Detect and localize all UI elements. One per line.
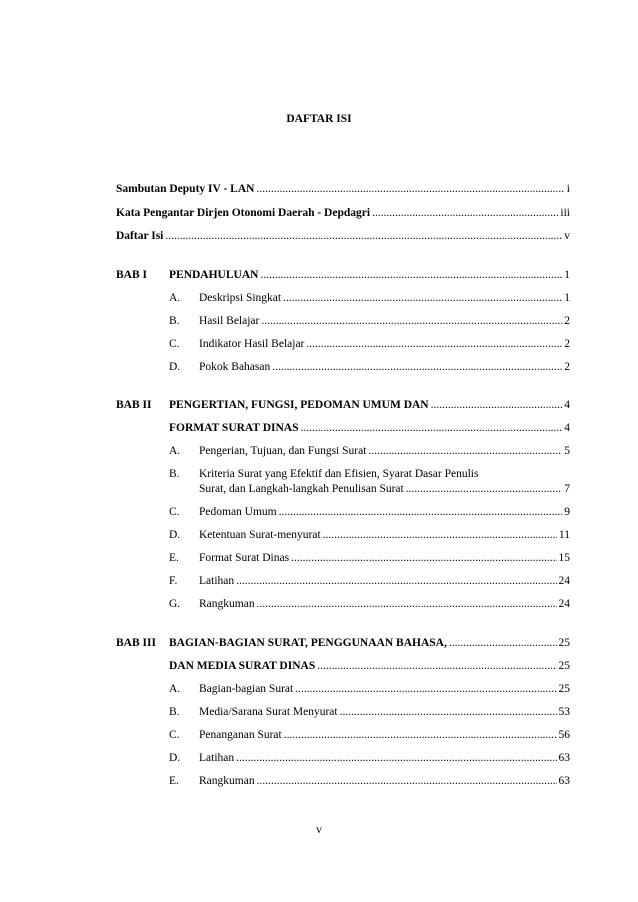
toc-page-number: 2 <box>564 315 570 327</box>
toc-entry[interactable] <box>116 551 570 565</box>
toc-page-number: 9 <box>564 506 570 518</box>
toc-page-number: 25 <box>558 683 570 695</box>
toc-chapter-bab3[interactable] <box>116 636 570 650</box>
toc-chapter-bab2[interactable] <box>116 398 570 412</box>
toc-page-number: 4 <box>564 399 570 411</box>
leader-dots <box>431 398 563 412</box>
toc-entry[interactable] <box>116 337 570 351</box>
leader-dots <box>283 291 562 305</box>
toc-entry[interactable] <box>116 528 570 542</box>
toc-entry-text: Pokok Bahasan <box>199 361 271 373</box>
leader-dots <box>236 574 556 588</box>
toc-page-number: 63 <box>558 752 570 764</box>
leader-dots <box>291 551 556 565</box>
entry-letter: D. <box>169 752 181 764</box>
toc-entry-text: Bagian-bagian Surat <box>199 683 294 695</box>
entry-letter: A. <box>169 445 181 457</box>
toc-entry-text: Pengerian, Tujuan, dan Fungsi Surat <box>199 445 367 457</box>
toc-entry[interactable] <box>116 774 570 788</box>
leader-dots <box>272 360 562 374</box>
toc-entry-text: Latihan <box>199 575 235 587</box>
toc-entry-text: Kata Pengantar Dirjen Otonomi Daerah - Depdagri <box>116 207 371 219</box>
toc-entry[interactable] <box>116 291 570 305</box>
toc-entry[interactable] <box>116 444 570 458</box>
leader-dots <box>257 774 557 788</box>
leader-dots <box>284 728 557 742</box>
toc-entry[interactable] <box>116 360 570 374</box>
chapter-title: PENGERTIAN, FUNGSI, PEDOMAN UMUM DAN <box>169 399 429 411</box>
entry-letter: F. <box>169 575 178 587</box>
leader-dots <box>340 705 557 719</box>
toc-page-number: 15 <box>558 552 570 564</box>
toc-page-number: 2 <box>564 361 570 373</box>
leader-dots <box>260 268 562 282</box>
leader-dots <box>279 505 563 519</box>
toc-page-number: 1 <box>564 292 570 304</box>
toc-page-number: 24 <box>558 598 570 610</box>
toc-page-number: 11 <box>558 529 570 541</box>
toc-entry-text: Surat, dan Langkah-langkah Penulisan Surat <box>199 483 404 495</box>
toc-entry-text: Ketentuan Surat-menyurat <box>199 529 321 541</box>
entry-letter: E. <box>169 775 179 787</box>
leader-dots <box>406 482 563 496</box>
entry-letter: B. <box>169 468 180 480</box>
chapter-number: BAB III <box>116 637 156 649</box>
chapter-number: BAB II <box>116 399 152 411</box>
toc-entry-text: Kriteria Surat yang Efektif dan Efisien, Syarat Dasar Penulis <box>199 468 479 480</box>
toc-page-number: 53 <box>558 706 570 718</box>
toc-entry-text: Penanganan Surat <box>199 729 282 741</box>
entry-letter: B. <box>169 706 180 718</box>
toc-entry[interactable] <box>116 597 570 611</box>
chapter-number: BAB I <box>116 269 147 281</box>
entry-letter: C. <box>169 338 180 350</box>
page-number-footer: v <box>316 824 322 836</box>
toc-entry[interactable] <box>116 314 570 328</box>
leader-dots <box>257 597 557 611</box>
chapter-title: DAN MEDIA SURAT DINAS <box>169 660 316 672</box>
entry-letter: A. <box>169 292 181 304</box>
chapter-title: FORMAT SURAT DINAS <box>169 422 299 434</box>
toc-entry[interactable] <box>199 482 570 496</box>
toc-page-number: 24 <box>558 575 570 587</box>
toc-entry-text: Latihan <box>199 752 235 764</box>
toc-chapter-bab1[interactable] <box>116 268 570 282</box>
toc-entry[interactable] <box>116 682 570 696</box>
toc-page-number: v <box>564 230 570 242</box>
toc-entry[interactable] <box>116 574 570 588</box>
leader-dots <box>295 682 556 696</box>
toc-page-number: 56 <box>558 729 570 741</box>
toc-entry-text: Rangkuman <box>199 775 255 787</box>
toc-page-number: 5 <box>564 445 570 457</box>
toc-entry-text: Rangkuman <box>199 598 255 610</box>
leader-dots <box>368 444 562 458</box>
toc-entry-first-line[interactable] <box>116 467 570 481</box>
leader-dots <box>261 314 562 328</box>
entry-letter: D. <box>169 361 181 373</box>
entry-letter: E. <box>169 552 179 564</box>
toc-page-number: 25 <box>558 660 570 672</box>
leader-dots <box>301 421 563 435</box>
entry-letter: D. <box>169 529 181 541</box>
toc-entry-text: Format Surat Dinas <box>199 552 290 564</box>
toc-entry[interactable] <box>116 705 570 719</box>
entry-letter: B. <box>169 315 180 327</box>
leader-dots <box>236 751 556 765</box>
toc-page-number: 63 <box>558 775 570 787</box>
toc-entry-text: Media/Sarana Surat Menyurat <box>199 706 338 718</box>
toc-page-number: iii <box>560 207 570 219</box>
toc-page-number: 4 <box>564 422 570 434</box>
leader-dots <box>372 206 558 220</box>
toc-entry-text: Indikator Hasil Belajar <box>199 338 305 350</box>
toc-entry-kata-pengantar[interactable] <box>116 206 570 220</box>
toc-entry-sambutan[interactable] <box>116 182 570 196</box>
toc-entry-text: Daftar Isi <box>116 230 164 242</box>
leader-dots <box>323 528 557 542</box>
toc-page-number: 25 <box>558 637 570 649</box>
toc-page-number: 7 <box>564 483 570 495</box>
leader-dots <box>317 659 556 673</box>
chapter-title: PENDAHULUAN <box>169 269 259 281</box>
toc-entry[interactable] <box>116 505 570 519</box>
entry-letter: A. <box>169 683 181 695</box>
leader-dots <box>306 337 562 351</box>
toc-chapter-bab3-cont[interactable] <box>116 659 570 673</box>
leader-dots <box>256 182 564 196</box>
toc-page-number: 2 <box>564 338 570 350</box>
entry-letter: C. <box>169 506 180 518</box>
entry-letter: C. <box>169 729 180 741</box>
toc-page-number: i <box>566 183 570 195</box>
leader-dots <box>165 229 562 243</box>
toc-entry-text: Hasil Belajar <box>199 315 260 327</box>
toc-entry[interactable] <box>116 751 570 765</box>
toc-entry-text: Deskripsi Singkat <box>199 292 282 304</box>
page-title: DAFTAR ISI <box>286 113 352 125</box>
toc-entry-text: Sambutan Deputy IV - LAN <box>116 183 255 195</box>
toc-entry-daftar-isi[interactable] <box>116 229 570 243</box>
chapter-title: BAGIAN-BAGIAN SURAT, PENGGUNAAN BAHASA, <box>169 637 447 649</box>
toc-entry-text: Pedoman Umum <box>199 506 277 518</box>
entry-letter: G. <box>169 598 181 610</box>
toc-entry[interactable] <box>116 728 570 742</box>
leader-dots <box>449 636 557 650</box>
toc-chapter-bab2-cont[interactable] <box>116 421 570 435</box>
toc-page-number: 1 <box>564 269 570 281</box>
